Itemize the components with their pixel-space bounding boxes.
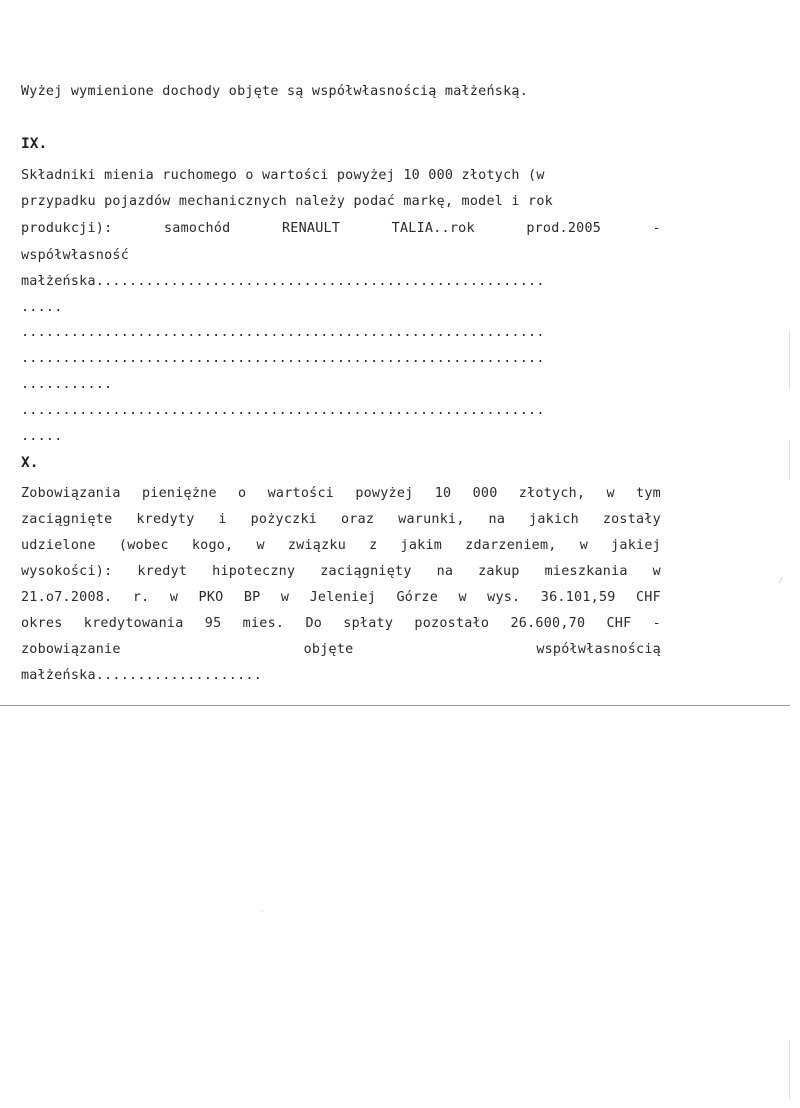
word: 10 (434, 486, 452, 501)
scan-speck: ⁄ (778, 576, 784, 586)
word: zdarzeniem, (465, 538, 557, 553)
word: pozostało (414, 616, 490, 631)
word: w (579, 538, 588, 553)
word: zobowiązanie (21, 642, 121, 657)
word: tym (636, 486, 661, 501)
word: objęte (303, 642, 354, 657)
section-ix-line-4: współwłasność (21, 248, 130, 263)
word: - (652, 616, 661, 631)
scan-edge-mark (789, 330, 790, 390)
word: 36.101,59 (540, 590, 616, 605)
word: TALIA..rok (391, 221, 475, 236)
word: o (238, 486, 247, 501)
word: jakich (529, 512, 579, 527)
section-x-line-6 (21, 615, 661, 632)
word: w (458, 590, 467, 605)
word: Do (305, 616, 323, 631)
word: na (436, 564, 454, 579)
section-ix-line-6: ..... (21, 300, 63, 315)
word: jakim (400, 538, 443, 553)
word: kredyt (137, 564, 188, 579)
word: spłaty (343, 616, 394, 631)
section-x-line-3 (21, 537, 661, 554)
section-ix-line-1: Składniki mienia ruchomego o wartości powyżej 10 000 złotych (w (21, 168, 545, 183)
word: zostały (602, 512, 661, 527)
word: 000 (472, 486, 498, 501)
word: CHF (635, 590, 661, 605)
section-ix-line-3 (21, 220, 661, 237)
word: oraz (341, 512, 375, 527)
section-ix-line-10: ............................................................... (21, 403, 545, 418)
section-divider (0, 705, 790, 706)
word: warunki, (398, 512, 465, 527)
word: pieniężne (141, 486, 217, 501)
section-x-line-8: małżeńska.................... (21, 668, 263, 683)
word: CHF (606, 616, 632, 631)
section-x-heading: X. (21, 455, 39, 471)
word: 26.600,70 (510, 616, 586, 631)
word: zaciągnięty (320, 564, 412, 579)
section-ix-line-8: ............................................................... (21, 351, 545, 366)
word: - (652, 221, 661, 236)
word: związku (287, 538, 347, 553)
section-ix-line-9: ........... (21, 377, 113, 392)
section-x-line-1 (21, 485, 661, 502)
word: pożyczki (250, 512, 318, 527)
section-x-line-4 (21, 563, 661, 580)
word: RENAULT (281, 221, 341, 236)
section-x-line-2 (21, 511, 661, 528)
word: (wobec (118, 538, 169, 553)
word: w (606, 486, 615, 501)
word: kredytowania (83, 616, 184, 631)
word: zakup (478, 564, 520, 579)
word: BP (243, 590, 261, 605)
intro-line: Wyżej wymienione dochody objęte są współwłasnością małżeńską. (21, 84, 529, 99)
word: i (218, 512, 227, 527)
section-ix-heading: IX. (21, 136, 48, 152)
section-ix-line-11: ..... (21, 429, 63, 444)
word: PKO (198, 590, 224, 605)
scan-speck: ˋ (260, 910, 266, 920)
word: kogo, (191, 538, 234, 553)
word: mieszkania (544, 564, 628, 579)
word: w (652, 564, 661, 579)
word: w (169, 590, 179, 605)
word: Jeleniej (309, 590, 377, 605)
word: wysokości): (21, 564, 113, 579)
section-ix-line-2: przypadku pojazdów mechanicznych należy podać markę, model i rok (21, 194, 553, 209)
word: mies. (242, 616, 285, 631)
word: zaciągnięte (21, 512, 113, 527)
word: z (369, 538, 378, 553)
word: współwłasnością (536, 642, 661, 657)
word: w (256, 538, 265, 553)
section-ix-line-5: małżeńska...................................................... (21, 274, 545, 289)
scan-edge-mark (789, 440, 790, 480)
word: prod.2005 (526, 221, 602, 236)
word: hipoteczny (212, 564, 296, 579)
word: na (488, 512, 506, 527)
section-ix-line-7: ............................................................... (21, 325, 545, 340)
word: jakiej (611, 538, 661, 553)
section-x-line-7 (21, 641, 661, 658)
word: kredyty (136, 512, 195, 527)
word: wys. (487, 590, 521, 605)
word: Górze (396, 590, 439, 605)
word: wartości (267, 486, 335, 501)
word: okres (21, 616, 63, 631)
word: produkcji): (21, 221, 113, 236)
word: powyżej (355, 486, 414, 501)
word: 95 (204, 616, 222, 631)
word: w (280, 590, 290, 605)
word: 21.o7.2008. (21, 590, 113, 605)
word: złotych, (518, 486, 586, 501)
scan-edge-mark (789, 1040, 790, 1100)
word: samochód (163, 221, 231, 236)
word: Zobowiązania (21, 486, 121, 501)
section-x-line-5 (21, 589, 661, 606)
word: udzielone (21, 538, 96, 553)
word: r. (132, 590, 150, 605)
